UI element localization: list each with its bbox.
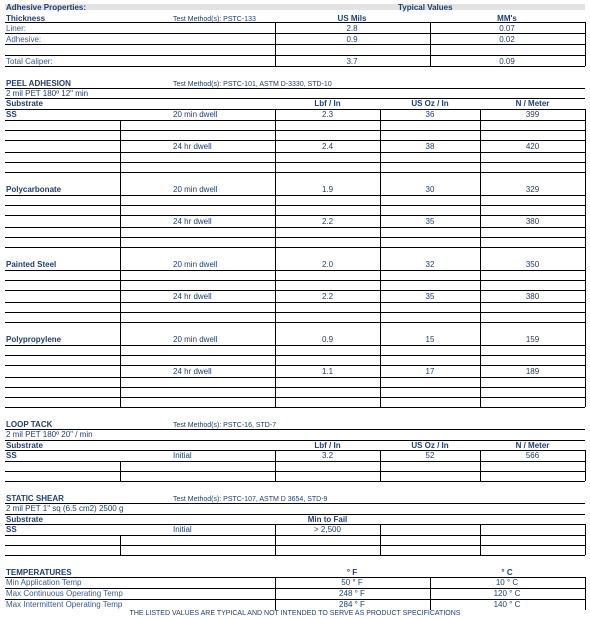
substrate-ss: SS [6,110,17,119]
adhesive-title: Adhesive Properties: [6,3,87,12]
peel-lbf-value: 2.2 [321,217,334,226]
loop-col-nm: N / Meter [515,441,550,450]
substrate-polypropylene: Polypropylene [6,335,62,344]
temp-row-label: Max Continuous Operating Temp [6,589,123,598]
static-shear-title: STATIC SHEAR [6,494,64,503]
peel-method: Test Method(s): PSTC-101, ASTM D-3330, STD-10 [173,81,332,88]
shear-condition: Initial [173,525,192,534]
peel-nm-value: 329 [525,185,540,194]
peel-nm-value: 399 [525,110,540,119]
peel-lbf-value: 2.3 [321,110,334,119]
peel-nm-value: 350 [525,260,540,269]
shear-substrate-label: Substrate [6,515,43,524]
dwell-label: 24 hr dwell [173,142,212,151]
col-mms: MM's [497,14,517,23]
dwell-label: 24 hr dwell [173,217,212,226]
peel-oz-value: 17 [425,367,435,376]
static-shear-method: Test Method(s): PSTC-107, ASTM D 3654, STD-9 [173,496,328,503]
peel-nm-value: 189 [525,367,540,376]
peel-lbf-value: 2.2 [321,292,334,301]
temp-c-value: 10 ° C [495,578,519,587]
dwell-label: 20 min dwell [173,260,218,269]
thickness-method: Test Method(s): PSTC-133 [173,16,256,23]
static-shear-conditions: 2 mil PET 1" sq (6.5 cm2) 2500 g [6,504,124,513]
liner-mm: 0.07 [499,24,515,33]
adhesive-mm: 0.02 [499,35,515,44]
temp-row-label: Min Application Temp [6,578,82,587]
loop-substrate-ss: SS [6,451,17,460]
peel-col-lbf: Lbf / In [314,99,341,108]
substrate-painted-steel: Painted Steel [6,260,57,269]
peel-nm-value: 380 [525,292,540,301]
total-caliper-mils: 3.7 [346,57,358,66]
peel-nm-value: 380 [525,217,540,226]
loop-substrate-label: Substrate [6,441,43,450]
temperatures-title: TEMPERATURES [6,568,72,577]
peel-nm-value: 420 [525,142,540,151]
peel-lbf-value: 1.1 [321,367,334,376]
peel-substrate-label: Substrate [6,99,43,108]
loop-lbf-value: 3.2 [321,451,334,460]
peel-title: PEEL ADHESION [6,79,71,88]
peel-lbf-value: 2.4 [321,142,334,151]
peel-oz-value: 38 [425,142,435,151]
liner-mils: 2.8 [346,24,358,33]
substrate-polycarbonate: Polycarbonate [6,185,62,194]
peel-lbf-value: 1.9 [321,185,334,194]
peel-oz-value: 36 [425,110,435,119]
temp-f-value: 284 ° F [339,600,365,609]
loop-tack-title: LOOP TACK [6,420,53,429]
total-caliper-label: Total Caliper: [6,57,53,66]
loop-tack-conditions: 2 mil PET 180º 20" / min [6,430,93,439]
header-shade [5,4,585,10]
loop-col-lbf: Lbf / In [314,441,341,450]
liner-label: Liner: [6,24,27,33]
peel-oz-value: 35 [425,217,435,226]
loop-col-oz: US Oz / In [411,441,449,450]
peel-nm-value: 159 [525,335,540,344]
shear-col-min-to-fail: Min to Fail [307,515,348,524]
peel-conditions: 2 mil PET 180º 12" min [6,89,89,98]
temp-f-value: 50 ° F [341,578,363,587]
peel-oz-value: 35 [425,292,435,301]
temp-col-f: ° F [346,568,358,577]
peel-oz-value: 15 [425,335,435,344]
loop-condition: Initial [173,451,192,460]
peel-oz-value: 32 [425,260,435,269]
temp-c-value: 140 ° C [493,600,521,609]
peel-lbf-value: 0.9 [321,335,334,344]
dwell-label: 24 hr dwell [173,367,212,376]
dwell-label: 20 min dwell [173,335,218,344]
adhesive-mils: 0.9 [346,35,358,44]
dwell-label: 24 hr dwell [173,292,212,301]
peel-oz-value: 30 [425,185,435,194]
shear-min-to-fail-value: > 2,500 [314,525,341,534]
temp-col-c: ° C [501,568,513,577]
loop-nm-value: 566 [525,451,540,460]
adhesive-label: Adhesive: [6,35,42,44]
temp-c-value: 120 ° C [493,589,521,598]
peel-col-oz: US Oz / In [411,99,449,108]
footer-disclaimer: THE LISTED VALUES ARE TYPICAL AND NOT INTENDED TO SERVE AS PRODUCT SPECIFICATIONS [129,610,461,617]
total-caliper-mm: 0.09 [499,57,515,66]
thickness-label: Thickness [6,14,46,23]
col-us-mils: US Mils [337,14,367,23]
peel-lbf-value: 2.0 [321,260,334,269]
dwell-label: 20 min dwell [173,185,218,194]
shear-substrate-ss: SS [6,525,17,534]
typical-values-heading: Typical Values [398,3,453,12]
peel-col-nm: N / Meter [515,99,550,108]
loop-oz-value: 52 [425,451,435,460]
loop-tack-method: Test Method(s): PSTC-16, STD-7 [173,422,277,429]
temp-f-value: 248 ° F [339,589,365,598]
temp-row-label: Max Intermittent Operating Temp [6,600,123,609]
dwell-label: 20 min dwell [173,110,218,119]
